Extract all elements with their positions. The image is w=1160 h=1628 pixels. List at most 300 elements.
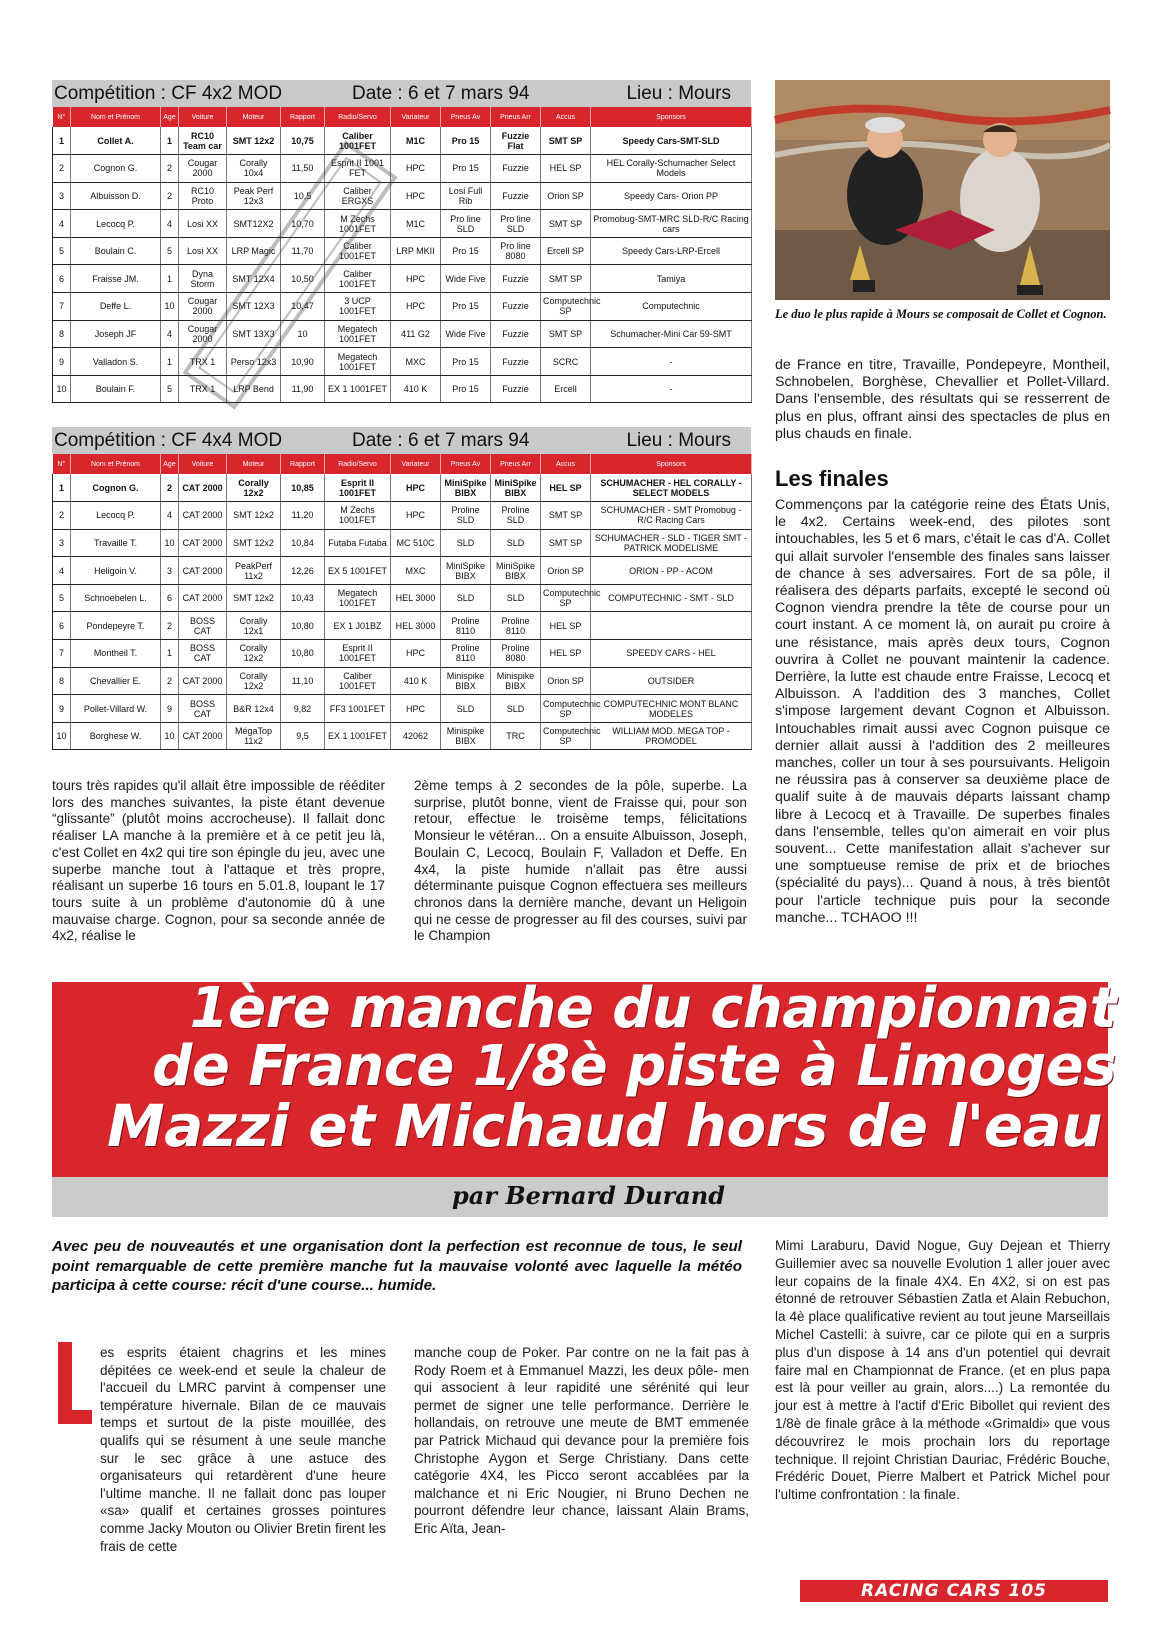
table-cell: LRP Magic [227,237,281,265]
table-cell: M1C [391,210,441,238]
table-cell: Caliber 1001FET [325,127,391,155]
table-cell: 12,26 [281,557,325,585]
table-cell: HPC [391,155,441,183]
table-row [53,155,752,183]
table-cell: MiniSpike BIBX [491,557,541,585]
table-cell: Corally 12x2 [227,640,281,668]
table-cell: 2 [53,502,71,530]
table-cell: SMT 12x2 [227,502,281,530]
table-cell: Pro 15 [441,348,491,376]
column-2 [414,778,747,945]
table-cell: Ercell SP [541,237,591,265]
table-row [53,667,752,695]
table-cell: Albuisson D. [71,182,161,210]
table-cell: 10 [161,293,179,321]
table-cell: SLD [491,584,541,612]
table-cell: 1 [161,640,179,668]
podium-photo-illustration [775,80,1110,300]
column-header: N° [53,107,71,127]
table-cell: Caliber 1001FET [325,265,391,293]
table-cell: TRX 1 [179,348,227,376]
table-cell: Proline SLD [441,502,491,530]
table-cell: HPC [391,474,441,502]
table-cell: 4 [161,502,179,530]
paragraph: manche coup de Poker. Par contre on ne la fait pas à Rody Roem et à Emmanuel Mazzi, les deux pôle- men qui associent à leur rapidité une sérénité qui leur permet de signer une telle performance. Derrière le hollandais, on retrouve une meute de BMT emmenée par Patrick Michaud qui devance pour la première fois Christophe Aygon et Serge Christiany. Dans cette catégorie 4X4, les Picco seront accablées par la malchance et ni Eric Nougier, ni Bruno Dechen ne pourront défendre leur chance, laissant Alain Brams, Eric Aïta, Jean- [414,1345,749,1536]
table-cell: M1C [391,127,441,155]
table-cell: BOSS CAT [179,640,227,668]
table-cell: HPC [391,502,441,530]
table-row [53,584,752,612]
table-cell: Perso 12x3 [227,348,281,376]
table-cell: LRP Bend [227,375,281,403]
page-footer-magazine: RACING CARS 105 [800,1580,1108,1602]
table-cell: MégaTop 11x2 [227,722,281,750]
column-header: Voiture [179,454,227,474]
table-cell: 6 [53,612,71,640]
table-cell: Fraisse JM. [71,265,161,293]
column-header: Age [161,107,179,127]
table-cell: SMT 13X3 [227,320,281,348]
table-row [53,474,752,502]
column-header: Nom et Prénom [71,107,161,127]
table-cell: BOSS CAT [179,695,227,723]
table-cell: 2 [161,474,179,502]
table-cell: Losi XX [179,237,227,265]
column-header: Voiture [179,107,227,127]
table-cell: Megatech 1001FET [325,320,391,348]
table-cell: EX 1 J01BZ [325,612,391,640]
table-cell: Pollet-Villard W. [71,695,161,723]
table-cell: Fuzzie [491,155,541,183]
paragraph: de France en titre, Travaille, Pondepeyre, Montheil, Schnobelen, Borghèse, Chevallier et Pollet-Villard. Dans l'ensemble, des résultats qui se resserrent de plus en plus, offrant ainsi des spectacles de plus en plus chauds en finale. [775,357,1110,442]
table-cell: 2 [53,155,71,183]
table-cell: Caliber 1001FET [325,667,391,695]
table-cell: 1 [161,265,179,293]
table-cell: Lecocq P. [71,210,161,238]
table-cell: MC 510C [391,529,441,557]
results-table [52,107,752,403]
table-cell: 9,5 [281,722,325,750]
table-cell: SMT SP [541,210,591,238]
table-cell: TRX 1 [179,375,227,403]
table-cell: Wide Five [441,320,491,348]
table-row [53,612,752,640]
table-row [53,557,752,585]
table-cell: HPC [391,265,441,293]
dropcap-l-icon [58,1342,92,1424]
table-cell: Fuzzie [491,293,541,321]
table-cell: 2 [161,612,179,640]
column-header: Sponsors [591,454,752,474]
table-cell: - [591,375,752,403]
date-label: Date : 6 et 7 mars 94 [352,82,530,104]
table-cell: RC10 Proto [179,182,227,210]
column-header: Accus [541,454,591,474]
table-cell: Computechnic SP [541,584,591,612]
table-cell: Tamiya [591,265,752,293]
table-cell: Proline SLD [491,502,541,530]
table-cell: 9,82 [281,695,325,723]
table-cell: M Zechs 1001FET [325,502,391,530]
table-cell: CAT 2000 [179,474,227,502]
table-cell: SMT 12X3 [227,293,281,321]
table-cell: B&R 12x4 [227,695,281,723]
table-cell: HPC [391,293,441,321]
column-1 [52,778,385,945]
table-cell: 1 [53,127,71,155]
table-cell: Boulain F. [71,375,161,403]
table-cell: 6 [161,584,179,612]
table-row [53,293,752,321]
table-cell: MXC [391,348,441,376]
table-cell: FF3 1001FET [325,695,391,723]
byline-bar [52,1177,1108,1217]
table-cell: Cougar 2000 [179,293,227,321]
table-cell: 9 [53,695,71,723]
table-cell: 10 [161,722,179,750]
table-cell: Dyna Storm [179,265,227,293]
table-cell: 11,70 [281,237,325,265]
table-cell: CAT 2000 [179,529,227,557]
competition-label: Compétition : CF 4x4 MOD [54,429,283,451]
table-cell: Esprit II 1001FET [325,640,391,668]
table-cell: Valladon S. [71,348,161,376]
table-cell: Pro 15 [441,375,491,403]
table-cell: SMT12X2 [227,210,281,238]
title-line-2: de France 1/8è piste à Limoges [152,1034,1116,1099]
column-header: Sponsors [591,107,752,127]
table-cell: 11,50 [281,155,325,183]
table-cell: Travaille T. [71,529,161,557]
table-cell: Heligoin V. [71,557,161,585]
table-row [53,265,752,293]
column-header: Pneus Av [441,454,491,474]
paragraph: 2ème temps à 2 secondes de la pôle, superbe. La surprise, plutôt bonne, vient de Fraisse qui, pour son retour, effectue le troisème temps, félicitations Monsieur le vétéran... On a ensuite Albuisson, Joseph, Boulain C, Lecocq, Boulain F, Valladon et Deffe. En 4x4, la piste humide n'allait pas être aussi déterminante puisque Cognon effectuera ses meilleurs chronos dans la dernière manche, devant un Heligoin qui ne cesse de progresser au fil des courses, suivi par le Champion [414,778,747,944]
column-header: Variateur [391,107,441,127]
table-cell: 3 [53,529,71,557]
table-cell: 9 [53,348,71,376]
column-header: Moteur [227,454,281,474]
right-column-top [775,357,1110,443]
table-cell: 10,50 [281,265,325,293]
table-cell: Orion SP [541,557,591,585]
table-cell: 42062 [391,722,441,750]
table-cell: Corally 10x4 [227,155,281,183]
table-cell: Deffe L. [71,293,161,321]
table-cell: M Zechs 1001FET [325,210,391,238]
table-cell: 3 [53,182,71,210]
table-row [53,722,752,750]
table-cell: SLD [441,695,491,723]
bottom-column-2 [414,1344,749,1538]
table-cell: Fuzzie [491,182,541,210]
table-cell: SCHUMACHER - SLD - TIGER SMT - PATRICK MODELISME [591,529,752,557]
column-header: Pneus Arr [491,107,541,127]
table-cell: SMT SP [541,529,591,557]
results-table [52,454,752,750]
table-cell: 10 [53,722,71,750]
table-cell: Fuzzie [491,348,541,376]
table-cell: 3 UCP 1001FET [325,293,391,321]
table-cell: Corally 12x2 [227,667,281,695]
table-cell: 1 [161,127,179,155]
table-cell: SMT SP [541,265,591,293]
table-cell: HEL 3000 [391,584,441,612]
table-cell: 5 [53,237,71,265]
title-line-1: 1ère manche du championnat [189,976,1116,1041]
table-cell: MiniSpike BIBX [441,474,491,502]
table-cell: Cognon G. [71,474,161,502]
table-cell: 10,80 [281,640,325,668]
table-cell: 10,90 [281,348,325,376]
column-header: Accus [541,107,591,127]
table-cell: Megatech 1001FET [325,348,391,376]
table-cell: 1 [161,348,179,376]
table-cell: SMT 12X4 [227,265,281,293]
column-header: Radio/Servo [325,107,391,127]
table-cell: Fuzzie Flat [491,127,541,155]
table-cell: Computechnic SP [541,293,591,321]
table-cell: HPC [391,182,441,210]
table-cell: Fuzzie [491,320,541,348]
table-cell: MiniSpike BIBX [441,557,491,585]
table-cell: Proline 8110 [441,640,491,668]
table-cell: Cognon G. [71,155,161,183]
table-cell: Joseph JF [71,320,161,348]
column-header: Pneus Av [441,107,491,127]
table-cell: EX 1 1001FET [325,375,391,403]
table-cell: Pro 15 [441,155,491,183]
table-cell: COMPUTECHNIC - SMT - SLD [591,584,752,612]
table-cell: PeakPerf 11x2 [227,557,281,585]
table-cell: Speedy Cars-LRP-Ercell [591,237,752,265]
table-cell: 8 [53,667,71,695]
table-cell: Cougar 2000 [179,320,227,348]
table-row [53,375,752,403]
table-cell: HEL SP [541,155,591,183]
table-cell [591,612,752,640]
table-cell: OUTSIDER [591,667,752,695]
table-cell: Schnoebelen L. [71,584,161,612]
table-cell: Pro 15 [441,237,491,265]
table-header-bar [52,80,751,107]
table-cell: Promobug-SMT-MRC SLD-R/C Racing cars [591,210,752,238]
table-cell: 10 [281,320,325,348]
table-cell: 4 [161,210,179,238]
table-cell: 5 [53,584,71,612]
column-header: Variateur [391,454,441,474]
table-cell: Cougar 2000 [179,155,227,183]
table-cell: SLD [491,695,541,723]
table-cell: 3 [161,557,179,585]
location-label: Lieu : Mours [626,82,731,104]
table-row [53,502,752,530]
table-cell: 2 [161,667,179,695]
table-cell: 8 [53,320,71,348]
table-cell: Losi Full Rib [441,182,491,210]
table-cell: Proline 8080 [491,640,541,668]
table-row [53,348,752,376]
table-row [53,210,752,238]
table-cell: CAT 2000 [179,502,227,530]
table-cell: SMT 12x2 [227,584,281,612]
column-header: Nom et Prénom [71,454,161,474]
table-cell: Speedy Cars- Orion PP [591,182,752,210]
table-cell: SLD [491,529,541,557]
table-cell: 11,20 [281,502,325,530]
table-cell: 10 [53,375,71,403]
table-cell: 10,75 [281,127,325,155]
table-cell: Pro 15 [441,127,491,155]
column-header-row [53,454,752,474]
table-cell: HEL 3000 [391,612,441,640]
table-cell: HPC [391,695,441,723]
table-cell: Pro line SLD [441,210,491,238]
table-cell: Esprit II 1001 FET [325,155,391,183]
table-cell: SLD [441,584,491,612]
table-row [53,320,752,348]
table-cell: 410 K [391,375,441,403]
table-header-bar [52,427,751,454]
paragraph: es esprits étaient chagrins et les mines dépitées ce week-end et seule la chaleur de l'accueil du LMRC parvint à compenser une température hivernale. Bilan de ce mauvais temps et surtout de la piste mouillée, des qualifs qui se résument à une seule manche sur le sec grâce à une astuce des organisateurs qui retardèrent d'une heure l'ultime manche. Il ne fallait donc pas louper «sa» qualif et certaines grosses pointures comme Jacky Mouton ou Olivier Bretin firent les frais de cette [100,1345,386,1554]
table-cell: Pro line SLD [491,210,541,238]
table-cell: SMT SP [541,320,591,348]
column-header: Pneus Arr [491,454,541,474]
table-cell: 9 [161,695,179,723]
table-cell: 5 [161,237,179,265]
table-cell: Fuzzie [491,375,541,403]
date-label: Date : 6 et 7 mars 94 [352,429,530,451]
article-title-banner [52,976,1116,1177]
table-cell: Minispike BIBX [491,667,541,695]
table-cell: SCRC [541,348,591,376]
column-header: Rapport [281,107,325,127]
photo-caption: Le duo le plus rapide à Mours se composait de Collet et Cognon. [775,307,1107,321]
location-label: Lieu : Mours [626,429,731,451]
table-cell: Schumacher-Mini Car 59-SMT [591,320,752,348]
table-cell: CAT 2000 [179,722,227,750]
table-cell: 11,90 [281,375,325,403]
bottom-column-1-indented [100,1344,386,1555]
table-cell: 10,43 [281,584,325,612]
table-cell: MiniSpike BIBX [491,474,541,502]
table-cell: Lecocq P. [71,502,161,530]
table-cell: COMPUTECHNIC MONT BLANC MODELES [591,695,752,723]
table-cell: SPEEDY CARS - HEL [591,640,752,668]
table-cell: CAT 2000 [179,557,227,585]
table-cell: CAT 2000 [179,667,227,695]
table-cell: SMT SP [541,502,591,530]
table-cell: Borghese W. [71,722,161,750]
table-cell: SLD [441,529,491,557]
table-cell: RC10 Team car [179,127,227,155]
table-cell: 2 [161,155,179,183]
paragraph: tours très rapides qu'il allait être impossible de rééditer lors des manches suivantes, la piste étant devenue “glissante” (plutôt moins accrocheuse). Il fallait donc réaliser LA manche à la première et à ce petit jeu là, c'est Collet en 4x2 qui tire son épingle du jeu, avec une superbe manche tout à l'attaque et très propre, réalisant un superbe 16 tours en 5.01.8, loupant le 17 tours suite à un problème d'autonomie dû à une mauvaise charge. Cognon, pour sa seconde année de 4x2, réalise le [52,778,385,944]
table-cell: Proline 8110 [441,612,491,640]
table-cell: 410 K [391,667,441,695]
table-cell: Pondepeyre T. [71,612,161,640]
table-cell: SCHUMACHER - SMT Promobug - R/C Racing Cars [591,502,752,530]
table-cell: HEL SP [541,474,591,502]
column-header: Age [161,454,179,474]
column-header: N° [53,454,71,474]
table-cell: 7 [53,293,71,321]
article-intro: Avec peu de nouveautés et une organisation dont la perfection est reconnue de tous, le seul point remarquable de cette première manche fut la mauvaise volonté avec laquelle la météo participa à cette course: récit d'une course... humide. [52,1238,742,1294]
table-cell: 411 G2 [391,320,441,348]
table-cell: LRP MKII [391,237,441,265]
right-column-finales [775,497,1110,927]
table-cell: Futaba Futaba [325,529,391,557]
race-photo [775,80,1110,300]
table-cell: Chevallier E. [71,667,161,695]
table-cell: SMT SP [541,127,591,155]
table-cell: Ercell [541,375,591,403]
paragraph: Commençons par la catégorie reine des États Unis, le 4x2. Certains week-end, des pilotes sont intouchables, les 5 et 6 mars, c'était le cas d'A. Collet qui allait survoler l'ensemble des finales sans laisser de chance à ses adversaires. Fort de sa pôle, il réalisera des départs parfaits, excepté le second où Cognon viendra prendre la tête de course pour un court instant. A ce moment là, on aurait pu croire à une résistance, mais après deux tours, Cognon ouvrira à Collet ne pouvant maintenir la cadence. Derrière, la lutte est chaude entre Fraisse, Lecocq et Albuisson. A l'addition des 3 manches, Collet s'impose largement devant Cognon et Albuisson. Intouchables rimait aussi avec Cognon puisque ce dernier allait aussi à l'addition des 2 meilleures manches, coller un tour à ses poursuivants. Heligoin ne réussira pas à conserver sa deuxième place de qualif suite à de mauvais départs laissant champ libre à Lecocq et à Travaille. De superbes finales dans l'ensemble, telles qu'on aimerait en voir plus souvent... Cette manifestation allait s'achever sur une somptueuse remise de prix et de brioches (spécialité du pays)... Quand à nous, à très bientôt pour l'article technique puis pour la seconde manche... TCHAOO !!! [775,497,1110,926]
table-cell: EX 5 1001FET [325,557,391,585]
table-row [53,695,752,723]
author-byline: par Bernard Durand [452,1181,725,1210]
table-cell: 4 [53,557,71,585]
table-cell: Pro line 8080 [491,237,541,265]
table-cell: 10,80 [281,612,325,640]
table-cell: HPC [391,640,441,668]
table-cell: - [591,348,752,376]
table-row [53,127,752,155]
table-cell: Computechnic [591,293,752,321]
table-cell: 10,84 [281,529,325,557]
table-cell: Proline 8110 [491,612,541,640]
column-header: Rapport [281,454,325,474]
table-cell: Caliber 1001FET [325,237,391,265]
table-cell: Fuzzie [491,265,541,293]
table-cell: Collet A. [71,127,161,155]
table-row [53,182,752,210]
table-cell: 11,10 [281,667,325,695]
table-cell: Caliber ERGXS [325,182,391,210]
table-cell: Esprit II 1001FET [325,474,391,502]
results-table-4x4 [52,427,751,750]
table-cell: WILLIAM MOD. MEGA TOP - PROMODEL [591,722,752,750]
table-cell: CAT 2000 [179,584,227,612]
table-cell: ORION - PP - ACOM [591,557,752,585]
table-cell: 10,85 [281,474,325,502]
table-cell: HEL SP [541,612,591,640]
column-header-row [53,107,752,127]
table-cell: 10 [161,529,179,557]
table-cell: 10,70 [281,210,325,238]
table-cell: 4 [53,210,71,238]
table-cell: 6 [53,265,71,293]
table-cell: SCHUMACHER - HEL CORALLY - SELECT MODELS [591,474,752,502]
table-cell: Megatech 1001FET [325,584,391,612]
table-cell: Montheil T. [71,640,161,668]
table-cell: 1 [53,474,71,502]
table-cell: Pro 15 [441,293,491,321]
table-cell: Corally 12x1 [227,612,281,640]
table-cell: TRC [491,722,541,750]
table-cell: 2 [161,182,179,210]
column-header: Moteur [227,107,281,127]
table-cell: 4 [161,320,179,348]
table-cell: Computechnic SP [541,695,591,723]
table-cell: BOSS CAT [179,612,227,640]
table-cell: EX 1 1001FET [325,722,391,750]
table-cell: HEL SP [541,640,591,668]
results-table-4x2 [52,80,751,403]
column-header: Radio/Servo [325,454,391,474]
table-row [53,640,752,668]
table-cell: Orion SP [541,667,591,695]
